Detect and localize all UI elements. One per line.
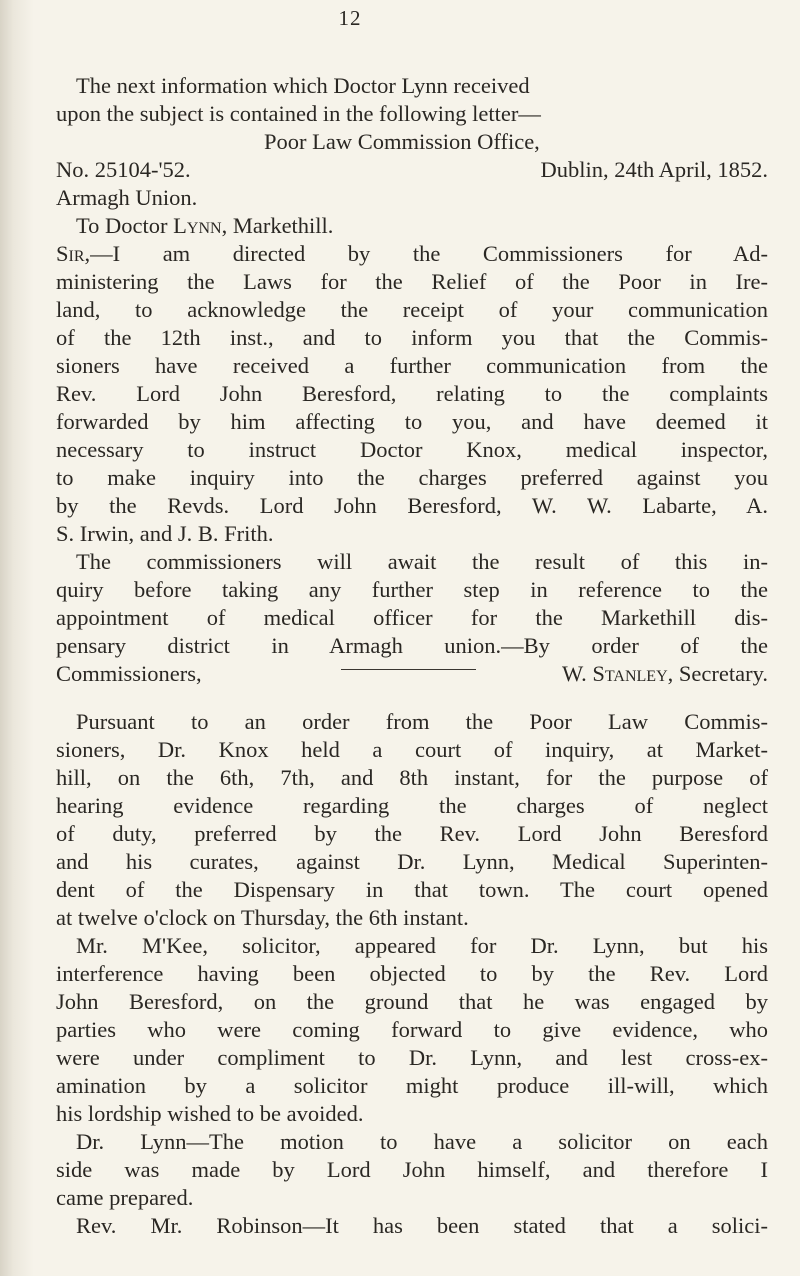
text-line <box>56 324 768 352</box>
line-text: parties who were coming forward to give evidence, who <box>56 1017 768 1042</box>
text-line <box>56 72 768 100</box>
line-right-text <box>562 660 768 688</box>
line-text: Mr. M'Kee, solicitor, appeared for Dr. Lynn, but his <box>76 933 768 958</box>
line-text: The next information which Doctor Lynn received <box>76 73 530 98</box>
text-line <box>56 184 768 212</box>
line-text: No. 25104-'52. <box>56 157 191 182</box>
text-line <box>56 792 768 820</box>
signature-title: , Secretary. <box>667 661 768 686</box>
text-line <box>56 128 768 156</box>
page-number: 12 <box>338 6 362 30</box>
text-line <box>56 1016 768 1044</box>
text-line <box>56 1100 768 1128</box>
text-line <box>56 100 768 128</box>
line-text: sioners, Dr. Knox held a court of inquiry, at Market- <box>56 737 768 762</box>
line-text-tail: , Markethill. <box>221 213 334 238</box>
text-line <box>56 268 768 296</box>
line-text: The commissioners will await the result of this in- <box>76 549 768 574</box>
line-text: of the 12th inst., and to inform you that the Commis- <box>56 325 768 350</box>
line-text: upon the subject is contained in the following letter— <box>56 101 541 126</box>
text-line <box>56 1044 768 1072</box>
signature-name: W. Stanley <box>561 661 668 686</box>
small-caps-name: Sir <box>56 241 85 266</box>
line-text: sioners have received a further communication from the <box>56 353 768 378</box>
text-line <box>56 960 768 988</box>
text-line <box>56 820 768 848</box>
text-line <box>56 736 768 764</box>
text-line <box>56 632 768 660</box>
text-line <box>56 576 768 604</box>
line-text: Pursuant to an order from the Poor Law Commis- <box>76 709 768 734</box>
line-text: dent of the Dispensary in that town. The court opened <box>56 877 768 902</box>
text-line <box>56 932 768 960</box>
text-line <box>56 1156 768 1184</box>
text-line <box>56 764 768 792</box>
text-line <box>56 1212 768 1240</box>
text-line <box>56 352 768 380</box>
line-text: and his curates, against Dr. Lynn, Medical Superinten- <box>56 849 768 874</box>
text-line <box>56 548 768 576</box>
text-line <box>56 436 768 464</box>
line-text: Rev. Mr. Robinson—It has been stated that a solici- <box>76 1213 768 1238</box>
text-line <box>56 296 768 324</box>
line-text: land, to acknowledge the receipt of your communication <box>56 297 768 322</box>
line-text: amination by a solicitor might produce ill-will, which <box>56 1073 768 1098</box>
line-text: Dr. Lynn—The motion to have a solicitor on each <box>76 1129 768 1154</box>
text-line <box>56 1184 768 1212</box>
binding-edge-shadow <box>0 0 34 1276</box>
text-line <box>56 708 768 736</box>
line-text: hill, on the 6th, 7th, and 8th instant, for the purpose of <box>56 765 768 790</box>
line-text: came prepared. <box>56 1185 194 1210</box>
text-line <box>56 240 768 268</box>
text-line <box>56 408 768 436</box>
text-line <box>56 380 768 408</box>
text-line <box>56 604 768 632</box>
line-text: Poor Law Commission Office, <box>264 129 540 154</box>
line-text: by the Revds. Lord John Beresford, W. W. Labarte, A. <box>56 493 768 518</box>
line-text-tail: ,—I am directed by the Commissioners for Ad- <box>84 241 768 266</box>
text-line <box>56 904 768 932</box>
line-text: Armagh Union. <box>56 185 198 210</box>
line-text: necessary to instruct Doctor Knox, medical inspector, <box>56 437 768 462</box>
text-line <box>56 492 768 520</box>
line-text: S. Irwin, and J. B. Frith. <box>56 521 274 546</box>
text-line <box>56 1128 768 1156</box>
line-text: hearing evidence regarding the charges of neglect <box>56 793 768 818</box>
text-line <box>56 848 768 876</box>
line-text: at twelve o'clock on Thursday, the 6th instant. <box>56 905 469 930</box>
line-right-text: Dublin, 24th April, 1852. <box>540 157 768 182</box>
line-text: of duty, preferred by the Rev. Lord John Beresford <box>56 821 768 846</box>
line-text: quiry before taking any further step in reference to the <box>56 577 768 602</box>
small-caps-name: Lynn <box>173 213 222 238</box>
line-text: Commissioners, <box>56 661 202 686</box>
text-line <box>56 876 768 904</box>
line-text: John Beresford, on the ground that he was engaged by <box>56 989 768 1014</box>
text-line <box>56 464 768 492</box>
line-text: his lordship wished to be avoided. <box>56 1101 364 1126</box>
line-text: appointment of medical officer for the Markethill dis- <box>56 605 768 630</box>
line-text: to make inquiry into the charges preferred against you <box>56 465 768 490</box>
line-text: pensary district in Armagh union.—By order of the <box>56 633 768 658</box>
line-text: side was made by Lord John himself, and therefore I <box>56 1157 768 1182</box>
text-line <box>56 660 768 688</box>
text-line <box>56 212 768 240</box>
text-line <box>56 988 768 1016</box>
section-divider <box>341 669 476 670</box>
text-line <box>56 1072 768 1100</box>
line-text: interference having been objected to by the Rev. Lord <box>56 961 768 986</box>
line-text: forwarded by him affecting to you, and have deemed it <box>56 409 768 434</box>
line-text: ministering the Laws for the Relief of the Poor in Ire- <box>56 269 768 294</box>
line-text: Rev. Lord John Beresford, relating to the complaints <box>56 381 768 406</box>
text-line <box>56 520 768 548</box>
line-text: were under compliment to Dr. Lynn, and lest cross-ex- <box>56 1045 768 1070</box>
text-line <box>56 156 768 184</box>
line-text: To Doctor <box>76 213 174 238</box>
